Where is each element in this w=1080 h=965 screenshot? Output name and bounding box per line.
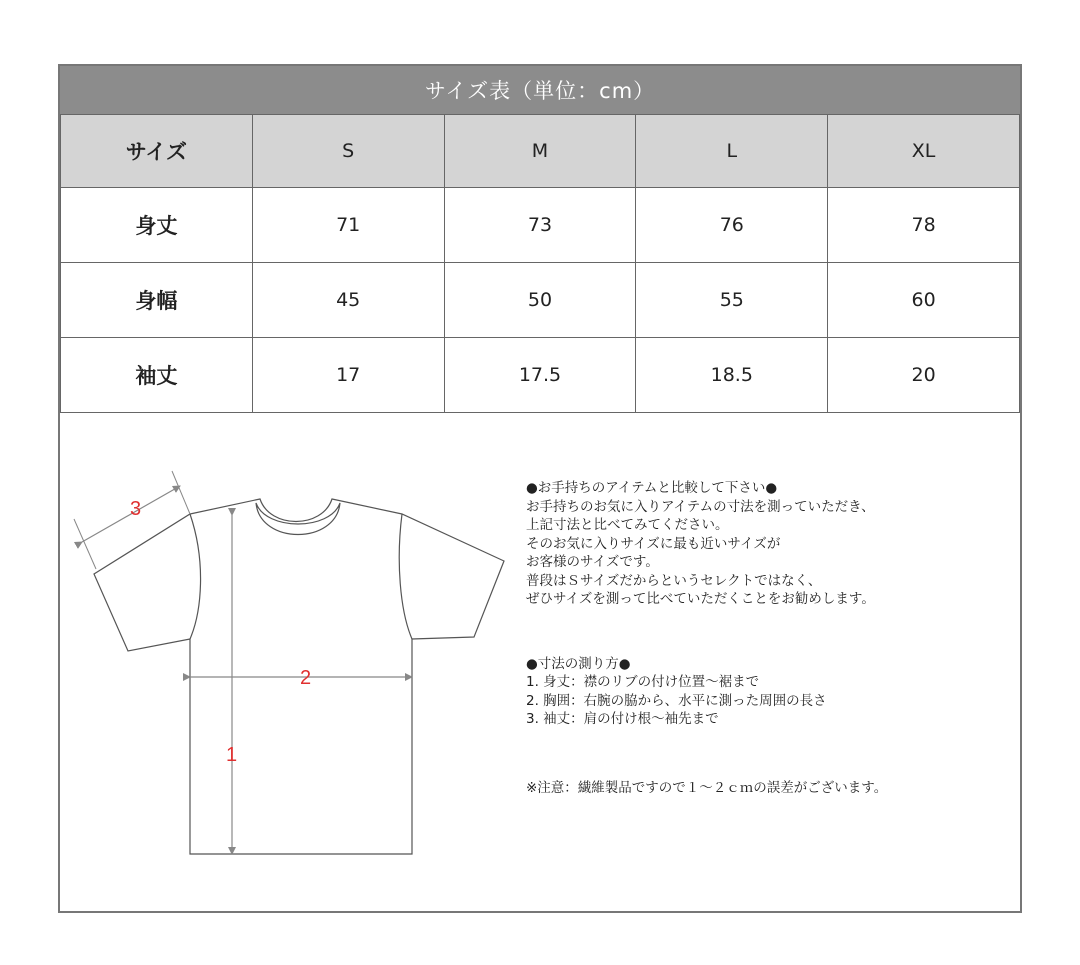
measure-line: 1. 身丈：襟のリブの付け位置～裾まで (526, 674, 760, 690)
header-cell: XL (828, 115, 1020, 188)
tshirt-diagram (60, 411, 520, 911)
header-cell: S (252, 115, 444, 188)
table-row (61, 338, 1020, 413)
table-cell: 60 (828, 263, 1020, 338)
table-cell: 20 (828, 338, 1020, 413)
table-cell: 55 (636, 263, 828, 338)
caution-note: ※注意：繊維製品ですので１～２ｃｍの誤差がございます。 (526, 779, 888, 796)
armhole-left (190, 514, 201, 639)
table-cell: 45 (252, 263, 444, 338)
measure-label-1: 1 (226, 744, 238, 766)
header-cell: M (444, 115, 636, 188)
size-table (60, 114, 1020, 413)
compare-line: お手持ちのお気に入りアイテムの寸法を測っていただき、 (526, 498, 875, 515)
armhole-right (399, 514, 412, 639)
row-label: 身幅 (61, 263, 253, 338)
compare-line: 普段はＳサイズだからというセレクトではなく、 (526, 572, 822, 589)
measure-line: 3. 袖丈：肩の付け根～袖先まで (526, 711, 719, 727)
table-cell: 71 (252, 188, 444, 263)
size-chart-frame (58, 64, 1022, 913)
compare-line: 上記寸法と比べてみてください。 (526, 517, 729, 533)
measure-heading: ●寸法の測り方● (526, 655, 631, 672)
row-label: 身丈 (61, 188, 253, 263)
shoulder-guide-line (172, 471, 190, 514)
header-cell: サイズ (61, 115, 253, 188)
table-row (61, 188, 1020, 263)
row-label: 袖丈 (61, 338, 253, 413)
measure-line: 2. 胸囲：右腕の脇から、水平に測った周囲の長さ (526, 692, 827, 709)
table-cell: 17.5 (444, 338, 636, 413)
compare-line: お客様のサイズです。 (526, 554, 659, 570)
table-cell: 18.5 (636, 338, 828, 413)
compare-heading: ●お手持ちのアイテムと比較して下さい● (526, 480, 778, 496)
table-cell: 76 (636, 188, 828, 263)
table-cell: 50 (444, 263, 636, 338)
header-cell: L (636, 115, 828, 188)
chart-title: サイズ表（単位：cm） (60, 66, 1020, 114)
table-cell: 73 (444, 188, 636, 263)
table-row (61, 263, 1020, 338)
measure-label-3: 3 (130, 498, 142, 520)
measurement-section (60, 411, 1020, 911)
compare-line: ぜひサイズを測って比べていただくことをお勧めします。 (526, 591, 875, 607)
measure-label-2: 2 (300, 667, 312, 689)
compare-line: そのお気に入りサイズに最も近いサイズが (526, 535, 781, 552)
measurement-notes (526, 479, 887, 797)
table-header-row (61, 115, 1020, 188)
sleeve-guide-line (74, 519, 96, 569)
table-cell: 78 (828, 188, 1020, 263)
table-cell: 17 (252, 338, 444, 413)
